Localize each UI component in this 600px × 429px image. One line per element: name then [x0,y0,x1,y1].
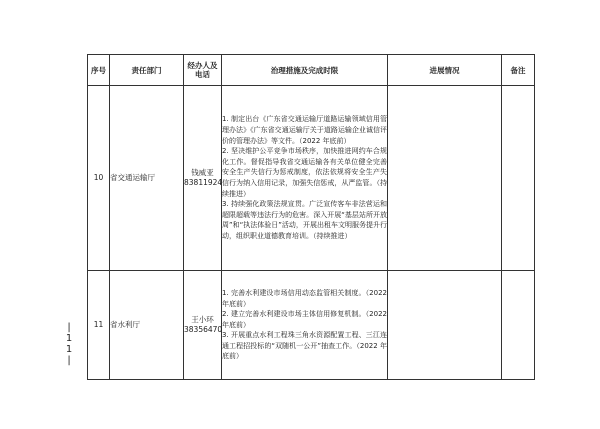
measure-item: 3. 持续强化政策法规宣贯。广泛宣传客车非法营运和超限超载等违法行为的危害。深入开展“基层站所开放周”和“执法体验日”活动，开展出租车文明服务提升行动，组织职业道德教育培训。（持续推进） [222,200,387,240]
row-measures [222,86,388,271]
measure-item: 3. 开展重点水利工程珠三角水资源配置工程、三江连通工程招投标的“双随机一公开”抽查工作。（2022 年底前） [222,331,387,361]
row-contact [184,271,222,380]
table-row [88,86,535,271]
table-header-row [88,55,535,86]
contact-phone: 83811924 [184,178,223,187]
contact-name: 钱威亚 [191,168,214,177]
header-progress: 进展情况 [388,55,502,86]
row-dept: 省交通运输厅 [110,86,184,271]
header-notes: 备注 [502,55,535,86]
row-num: 11 [88,271,110,380]
page-number: | 1 1 | [65,322,73,366]
row-notes [502,271,535,380]
row-progress [388,271,502,380]
measure-item: 1. 完善水利建设市场信用动态监管相关制度。（2022 年底前） [222,288,387,308]
measure-item: 2. 坚决维护公平竞争市场秩序，加快推进网约车合规化工作。督促指导我省交通运输各有关单位健全完善安全生产失信行为惩戒制度，依法依规将安全生产失信行为纳入信用记录，加强失信惩戒，从严监管。（持续推进） [222,147,387,198]
measure-item: 2. 建立完善水利建设市场主体信用修复机制。（2022 年底前） [222,310,387,329]
contact-phone: 38356470 [184,325,223,334]
header-num: 序号 [88,55,110,86]
header-measures: 治理措施及完成时限 [222,55,388,86]
row-measures [222,271,388,380]
header-dept: 责任部门 [110,55,184,86]
measure-item: 1. 制定出台《广东省交通运输厅道路运输领域信用管理办法》《广东省交通运输厅关于道路运输企业诚信评价的管理办法》等文件。（2022 年底前） [222,115,387,145]
header-contact: 经办人及电话 [184,55,222,86]
row-num: 10 [88,86,110,271]
row-notes [502,86,535,271]
row-progress [388,86,502,271]
table-row [88,271,535,380]
contact-name: 王小环 [191,315,214,324]
row-dept: 省水利厅 [110,271,184,380]
row-contact [184,86,222,271]
governance-table [87,54,535,380]
